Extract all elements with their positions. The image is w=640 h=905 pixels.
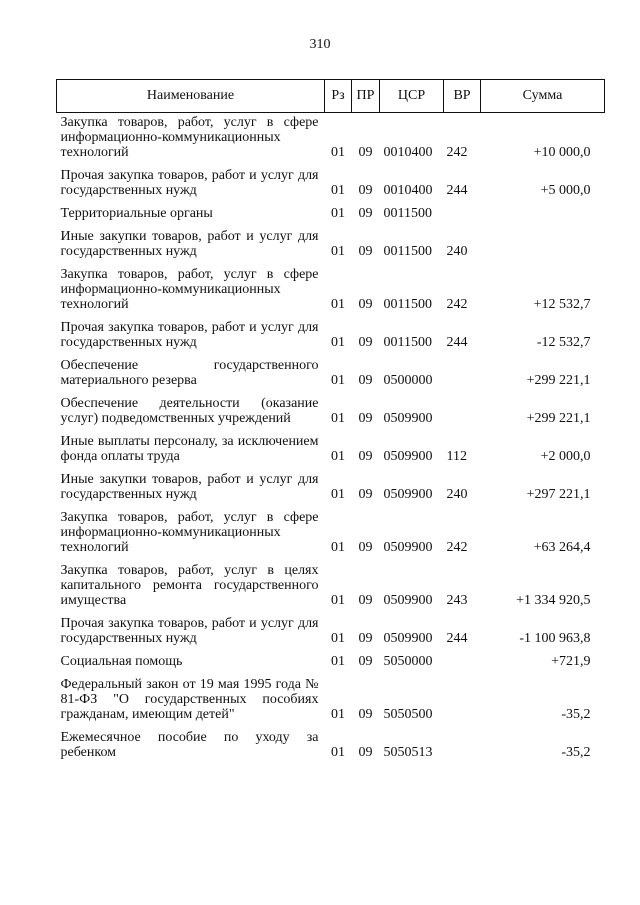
table-row — [57, 198, 605, 221]
row-rz: 01 — [331, 145, 345, 160]
row-csr: 5050513 — [383, 745, 433, 760]
row-sum: +63 264,4 — [533, 540, 591, 555]
row-vr — [444, 388, 481, 426]
row-name: Социальная помощь — [60, 654, 183, 669]
row-vr: 242 — [446, 540, 468, 555]
row-rz: 01 — [331, 411, 345, 426]
row-name: Обеспечение деятельности (оказание услуг) подведомственных учреждений — [60, 396, 319, 426]
header-rz: Рз — [325, 80, 352, 113]
table-row — [57, 259, 605, 312]
row-vr — [444, 646, 481, 669]
row-vr: 242 — [446, 145, 468, 160]
row-sum: +5 000,0 — [540, 183, 591, 198]
row-pr: 09 — [358, 297, 373, 312]
header-pr: ПР — [352, 80, 380, 113]
row-pr: 09 — [358, 206, 373, 221]
row-csr: 0509900 — [383, 411, 433, 426]
row-pr: 09 — [358, 183, 373, 198]
row-vr: 240 — [446, 244, 468, 259]
row-rz: 01 — [331, 707, 345, 722]
row-pr: 09 — [358, 373, 373, 388]
row-pr: 09 — [358, 335, 373, 350]
row-sum: +2 000,0 — [540, 449, 591, 464]
row-sum: -1 100 963,8 — [519, 631, 591, 646]
row-csr: 0010400 — [383, 145, 433, 160]
row-rz: 01 — [331, 487, 345, 502]
row-pr: 09 — [358, 411, 373, 426]
row-name: Территориальные органы — [60, 206, 213, 221]
row-rz: 01 — [331, 373, 345, 388]
table-row — [57, 555, 605, 608]
row-name: Ежемесячное пособие по уходу за ребенком — [60, 730, 319, 760]
row-vr: 242 — [446, 297, 468, 312]
row-name: Иные выплаты персоналу, за исключением фонда оплаты труда — [60, 434, 319, 464]
header-csr: ЦСР — [380, 80, 444, 113]
table-row — [57, 160, 605, 198]
row-csr: 0509900 — [383, 487, 433, 502]
table-row — [57, 388, 605, 426]
row-csr: 0011500 — [383, 206, 432, 221]
row-csr: 0010400 — [383, 183, 433, 198]
row-rz: 01 — [331, 745, 345, 760]
table-row — [57, 646, 605, 669]
row-sum: +10 000,0 — [533, 145, 591, 160]
row-sum — [481, 221, 605, 259]
row-rz: 01 — [331, 654, 345, 669]
row-sum: +297 221,1 — [526, 487, 591, 502]
table-row — [57, 464, 605, 502]
row-pr: 09 — [358, 631, 373, 646]
row-csr: 0011500 — [383, 244, 432, 259]
row-sum: +1 334 920,5 — [516, 593, 591, 608]
row-vr: 243 — [446, 593, 468, 608]
table-header-row — [57, 80, 605, 113]
page-number: 310 — [309, 37, 331, 52]
row-pr: 09 — [358, 745, 373, 760]
row-csr: 0500000 — [383, 373, 433, 388]
budget-table — [56, 79, 605, 760]
table-row — [57, 221, 605, 259]
row-pr: 09 — [358, 707, 373, 722]
header-vr: ВР — [444, 80, 481, 113]
row-csr: 0509900 — [383, 540, 433, 555]
row-rz: 01 — [331, 631, 345, 646]
row-rz: 01 — [331, 206, 345, 221]
row-name: Прочая закупка товаров, работ и услуг для государственных нужд — [60, 168, 319, 198]
row-rz: 01 — [331, 593, 345, 608]
row-csr: 0509900 — [383, 593, 433, 608]
row-vr: 244 — [446, 335, 468, 350]
row-sum: +299 221,1 — [526, 411, 591, 426]
row-name: Обеспечение государственного материального резерва — [60, 358, 319, 388]
table-body — [57, 113, 605, 761]
table-row — [57, 350, 605, 388]
table-row — [57, 502, 605, 555]
row-sum: -12 532,7 — [536, 335, 591, 350]
row-csr: 0011500 — [383, 335, 432, 350]
row-csr: 5050500 — [383, 707, 433, 722]
row-sum: +721,9 — [551, 654, 591, 669]
row-vr — [444, 722, 481, 760]
row-pr: 09 — [358, 145, 373, 160]
row-name: Федеральный закон от 19 мая 1995 года № 81-ФЗ "О государственных пособиях гражданам, имеющим детей" — [60, 677, 319, 722]
table-row — [57, 722, 605, 760]
row-name: Закупка товаров, работ, услуг в сфере информационно-коммуникационных технологий — [60, 267, 319, 312]
row-vr: 240 — [446, 487, 468, 502]
row-pr: 09 — [358, 654, 373, 669]
row-csr: 0011500 — [383, 297, 432, 312]
header-sum: Сумма — [481, 80, 605, 113]
table-row — [57, 426, 605, 464]
row-sum: -35,2 — [561, 707, 591, 722]
row-vr: 244 — [446, 183, 468, 198]
row-rz: 01 — [331, 335, 345, 350]
row-name: Прочая закупка товаров, работ и услуг для государственных нужд — [60, 616, 319, 646]
row-sum: -35,2 — [561, 745, 591, 760]
row-sum — [481, 198, 605, 221]
row-rz: 01 — [331, 244, 345, 259]
row-pr: 09 — [358, 449, 373, 464]
row-name: Иные закупки товаров, работ и услуг для государственных нужд — [60, 472, 319, 502]
row-csr: 0509900 — [383, 631, 433, 646]
table-row — [57, 113, 605, 161]
row-rz: 01 — [331, 183, 345, 198]
row-sum: +12 532,7 — [533, 297, 591, 312]
row-csr: 5050000 — [383, 654, 433, 669]
header-name: Наименование — [57, 80, 325, 113]
row-pr: 09 — [358, 244, 373, 259]
row-vr — [444, 198, 481, 221]
row-pr: 09 — [358, 593, 373, 608]
row-pr: 09 — [358, 540, 373, 555]
row-name: Прочая закупка товаров, работ и услуг для государственных нужд — [60, 320, 319, 350]
row-rz: 01 — [331, 297, 345, 312]
row-rz: 01 — [331, 540, 345, 555]
table-row — [57, 608, 605, 646]
row-rz: 01 — [331, 449, 345, 464]
row-vr: 244 — [446, 631, 468, 646]
row-sum: +299 221,1 — [526, 373, 591, 388]
row-name: Закупка товаров, работ, услуг в сфере информационно-коммуникационных технологий — [60, 115, 319, 160]
row-vr — [444, 669, 481, 722]
row-name: Закупка товаров, работ, услуг в целях капитального ремонта государственного имущества — [60, 563, 319, 608]
row-pr: 09 — [358, 487, 373, 502]
row-name: Закупка товаров, работ, услуг в сфере информационно-коммуникационных технологий — [60, 510, 319, 555]
row-name: Иные закупки товаров, работ и услуг для государственных нужд — [60, 229, 319, 259]
table-row — [57, 669, 605, 722]
table-row — [57, 312, 605, 350]
row-vr: 112 — [446, 449, 467, 464]
row-csr: 0509900 — [383, 449, 433, 464]
row-vr — [444, 350, 481, 388]
